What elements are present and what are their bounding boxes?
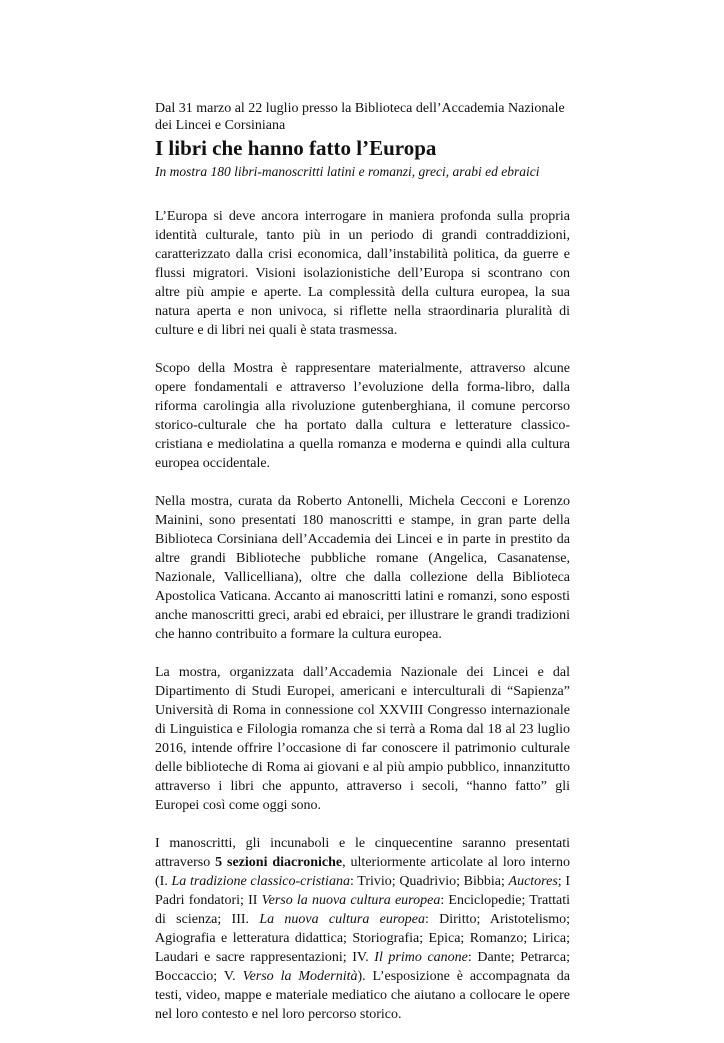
section-title: Verso la Modernità — [242, 969, 358, 984]
paragraph-organizers: La mostra, organizzata dall’Accademia Nazionale dei Lincei e dal Dipartimento di Studi Europei, americani e interculturali di “Sapienza” Università di Roma in connessione col XXVIII Congresso internazionale di Linguistica e Filologia romanza che si terrà a Roma dal 18 al 23 luglio 2016, intende offrire l’occasione di far conoscere il patrimonio culturale delle biblioteche di Roma ai giovani e al più ampio pubblico, innanzitutto attraverso i libri che appunto, attraverso i secoli, “hanno fatto” gli Europei così come oggi sono. — [155, 665, 570, 813]
sections-text: : Enciclopedie; Trattati di scienza; III. — [155, 893, 570, 927]
section-title: La tradizione classico-cristiana — [171, 874, 350, 889]
section-item: Auctores — [508, 874, 558, 889]
paragraph-curators: Nella mostra, curata da Roberto Antonelli, Michela Cecconi e Lorenzo Mainini, sono presentati 180 manoscritti e stampe, in gran parte della Biblioteca Corsiniana dell’Accademia dei Lincei e in parte in prestito da altre grandi Biblioteche pubbliche romane (Angelica, Casanatense, Nazionale, Vallicelliana), oltre che dalla collezione della Biblioteca Apostolica Vaticana. Accanto ai manoscritti latini e romanzi, sono esposti anche manoscritti greci, arabi ed ebraici, per illustrare le grandi tradizioni che hanno contribuito a formare la cultura europea. — [155, 494, 570, 642]
sections-text: , ulteriormente articolate al loro interno (I. — [155, 855, 570, 889]
sections-text: : Diritto; Aristotelismo; Agiografia e letteratura didattica; Storiografia; Epica; Romanzo; Lirica; Laudari e sacre rappresentazioni; IV. — [155, 912, 570, 965]
sections-text: ). L’esposizione è accompagnata da testi, video, mappe e materiale mediatico che aiutano a collocare le opere nel loro contesto e nel loro percorso storico. — [155, 969, 570, 1022]
paragraph-identity: L’Europa si deve ancora interrogare in maniera profonda sulla propria identità culturale, tanto più in un periodo di grandi contraddizioni, caratterizzato dalla crisi economica, dall’instabilità politica, da guerre e flussi migratori. Visioni isolazionistiche dell’Europa si scontrano con altre più ampie e aperte. La complessità della cultura europea, la sua natura aperta e non univoca, si riflette nella straordinaria pluralità di culture e di libri nei quali è stata trasmessa. — [155, 209, 570, 338]
paragraph-purpose: Scopo della Mostra è rappresentare materialmente, attraverso alcune opere fondamentali e attraverso l’evoluzione della forma-libro, dalla riforma carolingia alla rivoluzione gutenberghiana, il comune percorso storico-culturale che ha portato dalla cultura e letterature classico-cristiana e mediolatina a quella romanza e moderna e quindi alla cultura europea occidentale. — [155, 361, 570, 471]
sections-text: ; I Padri fondatori; II — [155, 874, 570, 908]
event-dateline: Dal 31 marzo al 22 luglio presso la Biblioteca dell’Accademia Nazionale dei Lincei e Corsiniana — [155, 101, 565, 133]
subtitle: In mostra 180 libri-manoscritti latini e romanzi, greci, arabi ed ebraici — [155, 164, 540, 179]
section-title: La nuova cultura europea — [259, 912, 425, 927]
section-title: Il primo canone — [374, 950, 468, 965]
sections-text: : Dante; Petrarca; Boccaccio; V. — [155, 950, 570, 984]
page-title: I libri che hanno fatto l’Europa — [155, 136, 437, 160]
sections-emphasis: 5 sezioni diacroniche — [215, 855, 343, 870]
section-title: Verso la nuova cultura europea — [261, 893, 441, 908]
paragraph-sections — [155, 834, 570, 1024]
sections-text: : Trivio; Quadrivio; Bibbia; — [349, 874, 509, 889]
article-body — [155, 207, 570, 1043]
sections-text: I manoscritti, gli incunaboli e le cinquecentine saranno presentati attraverso — [155, 836, 570, 870]
